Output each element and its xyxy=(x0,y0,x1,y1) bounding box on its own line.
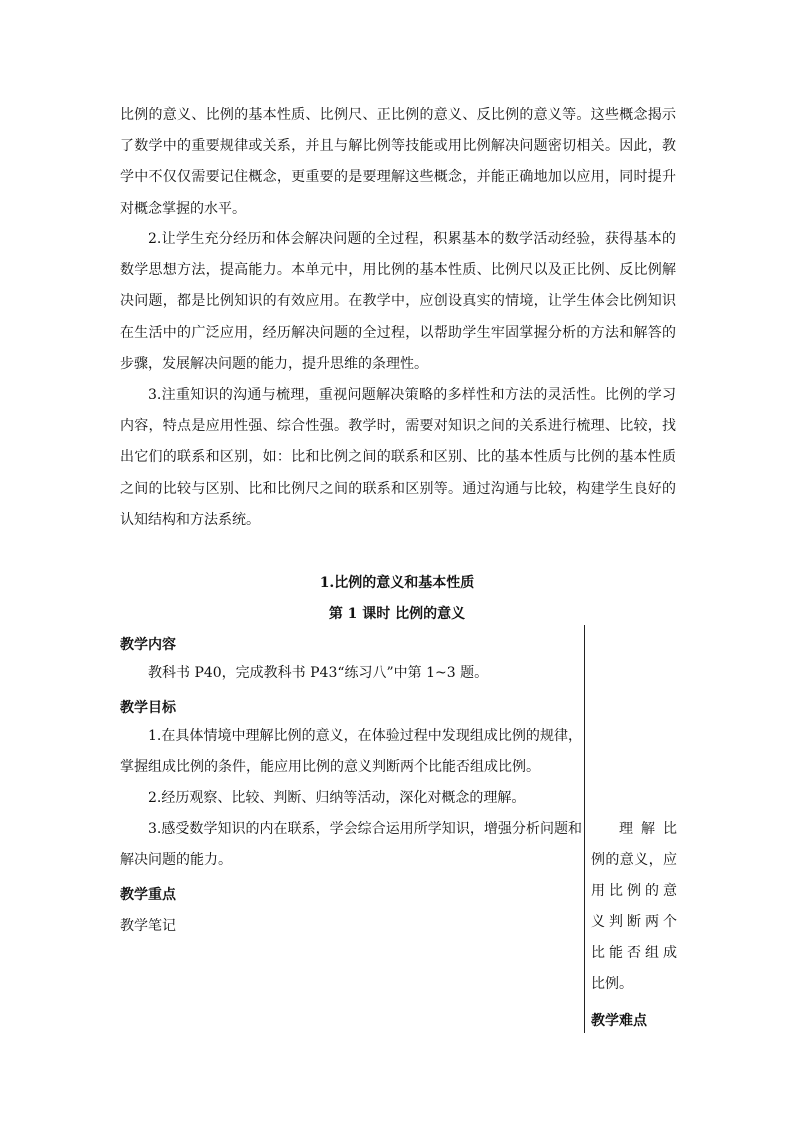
difficulty-heading: 教学难点 xyxy=(591,1013,647,1029)
goal-item-3: 3.感受数学知识的内在联系，学会综合运用所学知识，增强分析问题和解决问题的能力。 xyxy=(120,821,582,869)
notes-label: 教学笔记 xyxy=(120,918,176,934)
goal-item-2: 2.经历观察、比较、判断、归纳等活动，深化对概念的理解。 xyxy=(148,790,526,806)
side-text-line-3: 用比例的意 xyxy=(591,883,677,899)
intro-paragraph-2: 2.让学生充分经历和体会解决问题的全过程，积累基本的数学活动经验，获得基本的数学思想方法，提高能力。本单元中，用比例的基本性质、比例尺以及正比例、反比例解决问题，都是比例知识的有效应用。在教学中，应创设真实的情境，让学生体会比例知识在生活中的广泛应用，经历解决问题的全过程，以帮助学生牢固掌握分析的方法和解答的步骤，发展解决问题的能力，提升思维的条理性。 xyxy=(120,231,676,372)
intro-paragraph-1: 比例的意义、比例的基本性质、比例尺、正比例的意义、反比例的意义等。这些概念揭示了数学中的重要规律或关系，并且与解比例等技能或用比例解决问题密切相关。因此，教学中不仅仅需要记住概念，更重要的是要理解这些概念，并能正确地加以应用，同时提升对概念掌握的水平。 xyxy=(120,107,676,217)
goal-item-1: 1.在具体情境中理解比例的意义，在体验过程中发现组成比例的规律，掌握组成比例的条件，能应用比例的意义判断两个比能否组成比例。 xyxy=(120,728,582,776)
side-text-line-4: 义判断两个 xyxy=(591,914,677,930)
side-text-line-6: 比例。 xyxy=(591,976,633,992)
lesson-title: 第 1 课时 比例的意义 xyxy=(328,606,466,622)
side-text-line-2: 例的意义，应 xyxy=(591,852,677,868)
column-divider xyxy=(584,625,585,1033)
side-text-line-5: 比能否组成 xyxy=(591,945,677,961)
side-text-line-1: 理 解 比 xyxy=(619,821,677,837)
key-point-heading: 教学重点 xyxy=(120,887,176,903)
section-title: 1.比例的意义和基本性质 xyxy=(319,575,475,591)
content-heading: 教学内容 xyxy=(120,637,176,653)
goals-heading: 教学目标 xyxy=(120,700,176,716)
content-text: 教科书 P40，完成教科书 P43“练习八”中第 1~3 题。 xyxy=(148,665,489,681)
intro-paragraph-3: 3.注重知识的沟通与梳理，重视问题解决策略的多样性和方法的灵活性。比例的学习内容，特点是应用性强、综合性强。教学时，需要对知识之间的关系进行梳理、比较，找出它们的联系和区别，如：比和比例之间的联系和区别、比的基本性质与比例的基本性质之间的比较与区别、比和比例尺之间的联系和区别等。通过沟通与比较，构建学生良好的认知结构和方法系统。 xyxy=(120,387,676,528)
